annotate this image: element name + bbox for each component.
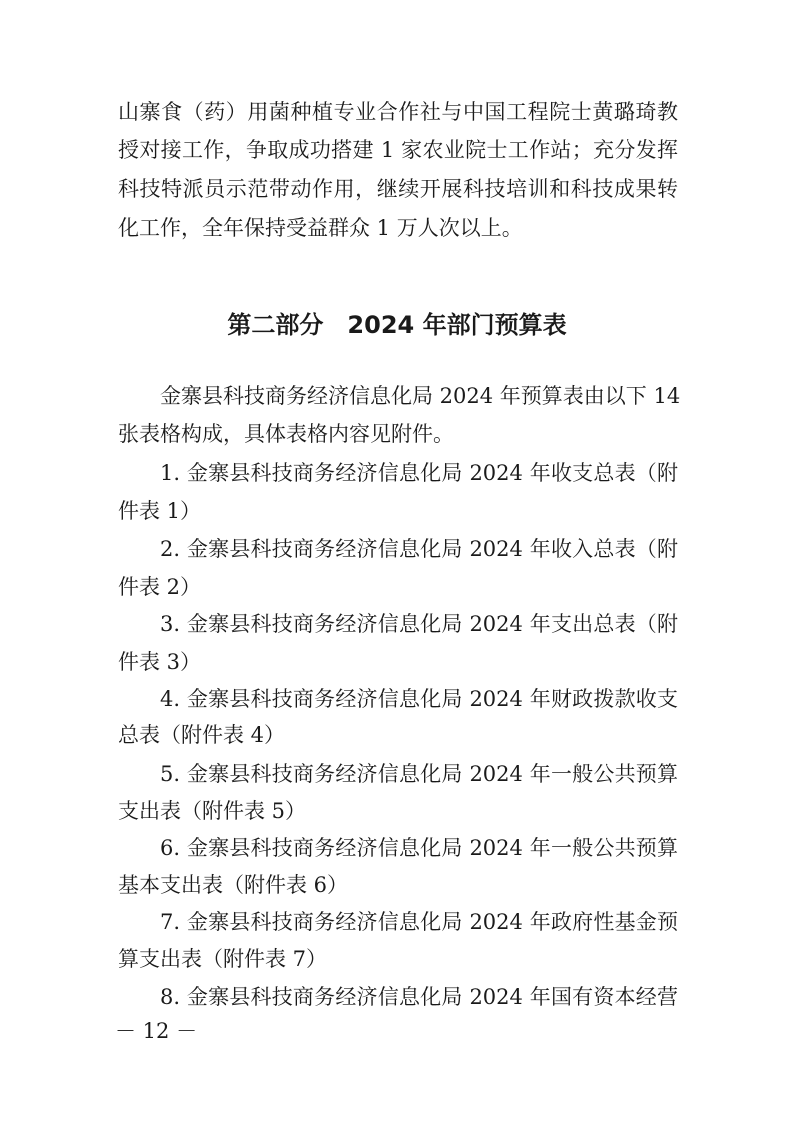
list-item-4-line-2: 总表（附件表 4）	[118, 723, 286, 747]
intro-line-4: 化工作，全年保持受益群众 1 万人次以上。	[118, 216, 523, 240]
list-item-1-line-1: 1. 金寨县科技商务经济信息化局 2024 年收支总表（附	[160, 461, 678, 485]
summary-line-1: 金寨县科技商务经济信息化局 2024 年预算表由以下 14	[160, 384, 681, 408]
list-item-2-line-2: 件表 2）	[118, 575, 202, 599]
list-item-4-line-1: 4. 金寨县科技商务经济信息化局 2024 年财政拨款收支	[160, 687, 678, 711]
list-item-3-line-1: 3. 金寨县科技商务经济信息化局 2024 年支出总表（附	[160, 612, 678, 636]
intro-line-1: 山寨食（药）用菌种植专业合作社与中国工程院士黄璐琦教	[118, 100, 678, 124]
summary-line-2: 张表格构成，具体表格内容见附件。	[118, 422, 454, 446]
list-item-6-line-1: 6. 金寨县科技商务经济信息化局 2024 年一般公共预算	[160, 836, 678, 860]
list-item-5-line-1: 5. 金寨县科技商务经济信息化局 2024 年一般公共预算	[160, 762, 678, 786]
list-item-2-line-1: 2. 金寨县科技商务经济信息化局 2024 年收入总表（附	[160, 537, 678, 561]
intro-line-3: 科技特派员示范带动作用，继续开展科技培训和科技成果转	[118, 177, 678, 201]
list-item-7-line-1: 7. 金寨县科技商务经济信息化局 2024 年政府性基金预	[160, 910, 678, 934]
page-number: － 12 －	[115, 1019, 198, 1043]
list-item-3-line-2: 件表 3）	[118, 650, 202, 674]
list-item-6-line-2: 基本支出表（附件表 6）	[118, 873, 349, 897]
list-item-5-line-2: 支出表（附件表 5）	[118, 799, 307, 823]
list-item-1-line-2: 件表 1）	[118, 499, 202, 523]
intro-line-2: 授对接工作，争取成功搭建 1 家农业院士工作站；充分发挥	[118, 138, 678, 162]
section-heading: 第二部分 2024 年部门预算表	[227, 311, 567, 339]
list-item-7-line-2: 算支出表（附件表 7）	[118, 947, 328, 971]
list-item-8-line-1: 8. 金寨县科技商务经济信息化局 2024 年国有资本经营	[160, 985, 678, 1009]
